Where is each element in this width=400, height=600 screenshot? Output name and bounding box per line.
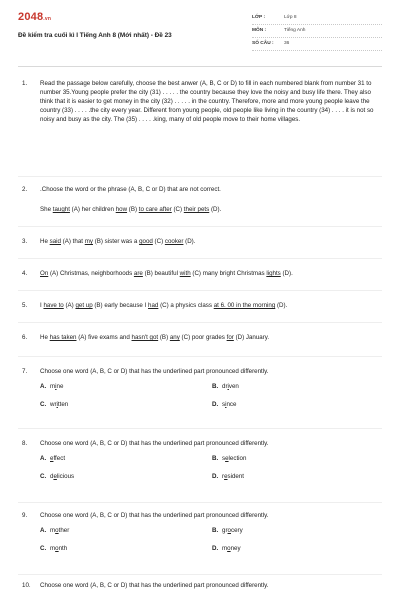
option-d[interactable] <box>212 545 241 554</box>
question-sentence <box>40 302 382 311</box>
option-b[interactable] <box>212 383 239 392</box>
option-text: d <box>50 472 54 480</box>
sentence-part: (C) poor grades <box>179 334 227 341</box>
meta-subject-label: MÔN : <box>252 27 267 33</box>
sentence-part: (A) <box>63 302 76 309</box>
question-5 <box>22 302 382 311</box>
question-instruction: Choose one word (A, B, C or D) that has the underlined part pronounced differently. <box>40 512 269 519</box>
option-text: m <box>50 382 56 390</box>
question-9 <box>22 512 382 561</box>
options-row <box>40 545 382 561</box>
option-text: ffect <box>53 454 66 462</box>
question-divider <box>18 322 382 323</box>
meta-count-label: SỐ CÂU : <box>252 40 274 46</box>
option-c[interactable] <box>40 401 68 410</box>
sentence-part: (B) <box>158 334 170 341</box>
option-text: dr <box>222 382 228 390</box>
sentence-part: (A) Christmas, neighborhoods <box>48 270 134 277</box>
option-text: ven <box>228 382 239 390</box>
question-2 <box>22 186 382 215</box>
sentence-part: (D). <box>280 270 293 277</box>
option-label: D. <box>212 544 219 552</box>
site-logo[interactable] <box>18 10 51 26</box>
document-title: Đề kiểm tra cuối kì I Tiếng Anh 8 (Mới nhất) - Đề 23 <box>18 32 172 39</box>
option-c[interactable] <box>40 545 67 554</box>
option-a[interactable] <box>40 455 65 464</box>
question-number: 10. <box>22 582 31 589</box>
question-number: 9. <box>22 512 28 519</box>
option-text: wr <box>50 400 57 408</box>
option-label: C. <box>40 472 47 480</box>
question-number: 1. <box>22 80 28 87</box>
question-instruction: .Choose the word or the phrase (A, B, C or D) that are not correct. <box>40 186 221 193</box>
sentence-part: (A) five exams and <box>76 334 132 341</box>
meta-row-count <box>252 38 382 51</box>
option-text: m <box>50 544 56 552</box>
meta-count-value: 36 <box>284 40 290 46</box>
question-number: 3. <box>22 238 28 245</box>
meta-class-value: Lớp 8 <box>284 14 297 20</box>
meta-class-label: LỚP : <box>252 14 266 20</box>
sentence-part: (A) that <box>61 238 85 245</box>
options-row <box>40 401 382 417</box>
sentence-part: (B) beautiful <box>142 270 180 277</box>
question-sentence <box>40 206 382 215</box>
underlined-phrase-d: their pets <box>183 205 210 213</box>
question-sentence <box>40 270 382 279</box>
question-7 <box>22 368 382 417</box>
option-label: C. <box>40 544 47 552</box>
sentence-part: She <box>40 205 53 213</box>
underlined-phrase-a: taught <box>52 205 70 213</box>
underlined-letter: o <box>227 544 231 552</box>
sentence-part: He <box>40 238 50 245</box>
underlined-phrase-b: my <box>84 238 93 245</box>
question-4 <box>22 270 382 279</box>
option-d[interactable] <box>212 401 236 410</box>
option-label: A. <box>40 454 47 462</box>
question-number: 6. <box>22 334 28 341</box>
underlined-letter: e <box>225 454 229 462</box>
underlined-letter: i <box>225 400 227 408</box>
option-b[interactable] <box>212 527 243 536</box>
sentence-part: He <box>40 334 50 341</box>
question-1 <box>22 80 382 125</box>
options-row <box>40 527 382 543</box>
sentence-part: (A) her children <box>69 205 116 213</box>
option-label: B. <box>212 526 219 534</box>
options-row <box>40 455 382 471</box>
question-number: 5. <box>22 302 28 309</box>
underlined-phrase-c: with <box>179 270 191 277</box>
option-text: r <box>222 472 225 480</box>
header-divider <box>18 66 382 67</box>
sentence-part: (B) sister was a <box>92 238 140 245</box>
option-label: D. <box>212 400 219 408</box>
question-divider <box>18 356 382 357</box>
sentence-part: (D). <box>275 302 288 309</box>
question-3 <box>22 238 382 247</box>
sentence-part: (C) a physics class <box>158 302 214 309</box>
sentence-part: (C) <box>171 205 184 213</box>
underlined-phrase-c: had <box>148 302 159 309</box>
logo-main: 2048 <box>18 11 44 23</box>
underlined-phrase-a: has taken <box>49 334 77 341</box>
underlined-phrase-c: any <box>169 334 180 341</box>
sentence-part: I <box>40 302 44 309</box>
option-label: B. <box>212 382 219 390</box>
option-text: m <box>222 544 228 552</box>
question-6 <box>22 334 382 343</box>
underlined-phrase-d: at 6. 00 in the morning <box>213 302 276 309</box>
option-text: sident <box>227 472 245 480</box>
options-row <box>40 473 382 489</box>
option-text: s <box>222 400 226 408</box>
option-text: ney <box>230 544 241 552</box>
question-instruction: Choose one word (A, B, C or D) that has the underlined part pronounced differently. <box>40 582 269 589</box>
question-divider <box>18 176 382 177</box>
question-instruction: Choose one word (A, B, C or D) that has the underlined part pronounced differently. <box>40 440 269 447</box>
question-number: 2. <box>22 186 28 193</box>
option-text: nce <box>226 400 237 408</box>
underlined-letter: i <box>56 400 58 408</box>
page-header <box>0 0 400 62</box>
underlined-letter: e <box>53 472 57 480</box>
option-label: A. <box>40 382 47 390</box>
exam-meta-table <box>252 12 382 51</box>
sentence-part: (C) many bright Christmas <box>190 270 267 277</box>
option-text: m <box>50 526 56 534</box>
question-number: 4. <box>22 270 28 277</box>
meta-row-subject <box>252 25 382 38</box>
underlined-letter: i <box>55 382 57 390</box>
underlined-phrase-d: cooker <box>164 238 184 245</box>
question-divider <box>18 502 382 503</box>
option-d[interactable] <box>212 473 244 482</box>
option-text: s <box>222 454 226 462</box>
underlined-phrase-a: On <box>40 270 49 277</box>
underlined-phrase-d: for <box>226 334 234 341</box>
options-row <box>40 383 382 399</box>
question-number: 8. <box>22 440 28 447</box>
sentence-part: (D). <box>209 205 222 213</box>
underlined-phrase-b: get up <box>75 302 93 309</box>
underlined-letter: i <box>227 382 229 390</box>
question-number: 7. <box>22 368 28 375</box>
underlined-phrase-c: to care after <box>138 205 172 213</box>
option-text: cery <box>230 526 243 534</box>
option-text: licious <box>56 472 75 480</box>
option-text: ther <box>58 526 70 534</box>
question-8 <box>22 440 382 489</box>
question-text: Read the passage below carefully, choose the best anwer (A, B, C or D) to fill in each numbered blank from number 31 to number 35.Young people prefer the city (31) . . . . . the country because they love the noisy and busy life there. They also think that it is easier to get money in the city (32) . . . . . in the country. Therefore, more and more young people leave the country (33) . . . . .the city every year. Different from young people, old people like living in the country (34) . . . . it is not so noisy and busy as the city. The (35) . . . . .king, many of old people move to their home villages. <box>40 80 374 123</box>
option-label: B. <box>212 454 219 462</box>
sentence-part: (D). <box>183 238 196 245</box>
underlined-phrase-b: hasn't got <box>131 334 159 341</box>
meta-subject-value: Tiếng Anh <box>284 27 306 33</box>
question-sentence <box>40 334 382 343</box>
underlined-letter: o <box>55 526 59 534</box>
underlined-letter: e <box>50 454 54 462</box>
underlined-phrase-b: how <box>115 205 128 213</box>
option-a[interactable] <box>40 383 63 392</box>
question-divider <box>18 574 382 575</box>
underlined-letter: e <box>224 472 228 480</box>
underlined-letter: o <box>55 544 59 552</box>
question-divider <box>18 226 382 227</box>
option-text: tten <box>57 400 69 408</box>
underlined-letter: o <box>227 526 231 534</box>
underlined-phrase-c: good <box>139 238 153 245</box>
option-text: ne <box>56 382 64 390</box>
underlined-phrase-b: are <box>133 270 143 277</box>
option-c[interactable] <box>40 473 74 482</box>
question-instruction: Choose one word (A, B, C or D) that has the underlined part pronounced differently. <box>40 368 269 375</box>
sentence-part: (B) <box>127 205 139 213</box>
question-10 <box>22 582 382 591</box>
sentence-part: (D) January. <box>233 334 270 341</box>
option-a[interactable] <box>40 527 69 536</box>
option-text: nth <box>58 544 68 552</box>
question-divider <box>18 258 382 259</box>
question-divider <box>18 428 382 429</box>
meta-row-class <box>252 12 382 25</box>
option-text: gr <box>222 526 228 534</box>
sentence-part: (C) <box>152 238 165 245</box>
option-label: D. <box>212 472 219 480</box>
option-label: A. <box>40 526 47 534</box>
underlined-phrase-a: have to <box>43 302 64 309</box>
option-b[interactable] <box>212 455 246 464</box>
underlined-phrase-d: lights <box>266 270 281 277</box>
question-sentence <box>40 238 382 247</box>
underlined-phrase-a: said <box>49 238 61 245</box>
question-divider <box>18 290 382 291</box>
option-label: C. <box>40 400 47 408</box>
option-text: lection <box>228 454 247 462</box>
logo-suffix: .vn <box>43 16 52 22</box>
sentence-part: (B) early because I <box>92 302 149 309</box>
